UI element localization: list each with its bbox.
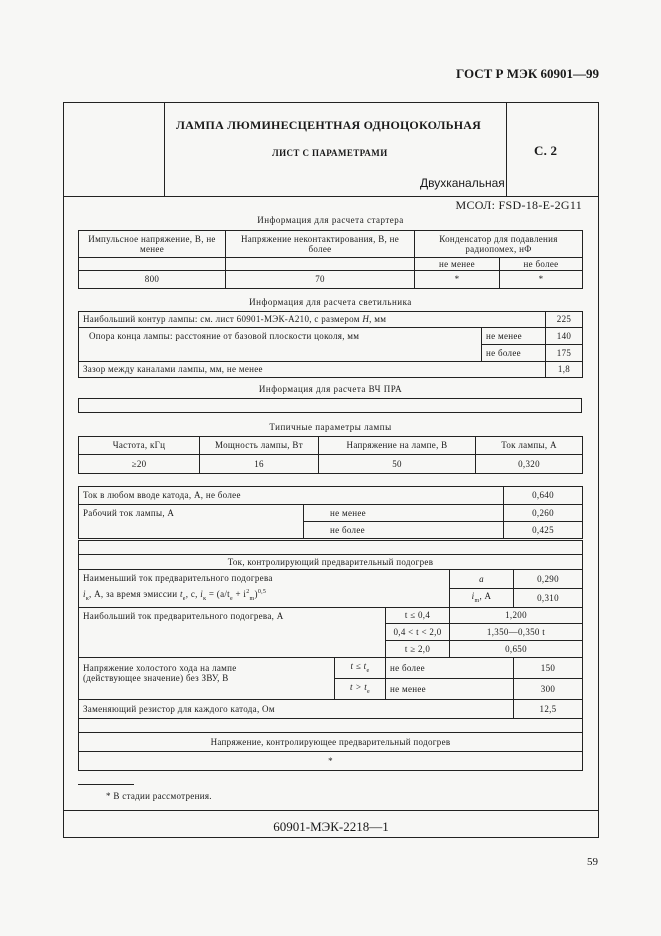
footer-top-line	[64, 810, 598, 811]
footnote-rule	[78, 784, 134, 785]
typical-current-header: Ток лампы, А	[476, 437, 583, 455]
preheat-caption: Ток, контролирующий предварительный подогрев	[79, 555, 583, 570]
starter-col-pulse-voltage: Импульсное напряжение, В, не менее	[79, 231, 226, 258]
lamp-designation: МСОЛ: FSD-18-E-2G11	[455, 198, 582, 212]
preheat-t3-condition: t ≥ 2,0	[386, 641, 450, 658]
luminaire-contour-label: Наибольший контур лампы: см. лист 60901-МЭК-А210, с размером H, мм	[79, 312, 546, 328]
preheat-im-value: 0,310	[514, 589, 583, 608]
typical-power-value: 16	[200, 455, 319, 474]
typical-voltage-value: 50	[319, 455, 476, 474]
starter-capacitor-min-value: *	[415, 271, 500, 289]
typical-voltage-header: Напряжение на лампе, В	[319, 437, 476, 455]
luminaire-table	[78, 311, 583, 378]
operating-current-max-label: не более	[304, 522, 504, 539]
starter-capacitor-min-header: не менее	[415, 258, 500, 271]
starter-pulse-voltage-value: 800	[79, 271, 226, 289]
header-divider-right	[506, 103, 507, 196]
preheat-min-formula: $i_к$, А, за время эмиссии $t_e$, с, $i_к = (a/t_e + i^2_m)^{0,5}$	[83, 589, 267, 603]
open-circuit-voltage-label: Напряжение холостого хода на лампе (действующее значение) без ЗВУ, В	[79, 658, 335, 700]
open-circuit-min-label: не менее	[386, 679, 514, 700]
luminaire-gap-label: Зазор между каналами лампы, мм, не менее	[79, 362, 546, 378]
starter-col-no-contact-voltage: Напряжение неконтактирования, В, не более	[226, 231, 415, 258]
open-circuit-condition-2: $t > t_e$	[335, 679, 386, 700]
typical-frequency-header: Частота, кГц	[79, 437, 200, 455]
starter-caption: Информация для расчета стартера	[257, 215, 404, 225]
preheat-table	[78, 540, 583, 771]
luminaire-support-max-value: 175	[546, 345, 583, 362]
starter-capacitor-max-value: *	[500, 271, 583, 289]
preheat-t2-value: 1,350—0,350 t	[450, 624, 583, 641]
current-table	[78, 486, 583, 539]
typical-table	[78, 436, 583, 474]
cathode-current-value: 0,640	[504, 487, 583, 505]
resistor-label: Заменяющий резистор для каждого катода, Ом	[79, 700, 514, 719]
preheat-im-label: $i_m$, А	[450, 589, 514, 608]
typical-current-value: 0,320	[476, 455, 583, 474]
preheat-a-label: a	[450, 570, 514, 589]
lamp-title: ЛАМПА ЛЮМИНЕСЦЕНТНАЯ ОДНОЦОКОЛЬНАЯ	[176, 118, 482, 132]
starter-table	[78, 230, 583, 289]
operating-current-min-label: не менее	[304, 505, 504, 522]
preheat-max-label: Наибольший ток предварительного подогрева, А	[79, 608, 386, 658]
operating-current-max-value: 0,425	[504, 522, 583, 539]
starter-no-contact-voltage-value: 70	[226, 271, 415, 289]
typical-power-header: Мощность лампы, Вт	[200, 437, 319, 455]
preheat-t3-value: 0,650	[450, 641, 583, 658]
typical-frequency-value: ≥20	[79, 455, 200, 474]
starter-capacitor-max-header: не более	[500, 258, 583, 271]
standard-number: ГОСТ Р МЭК 60901—99	[456, 66, 599, 81]
open-circuit-condition-1: $t \le t_e$	[335, 658, 386, 679]
cathode-current-label: Ток в любом вводе катода, А, не более	[79, 487, 504, 505]
hf-caption: Информация для расчета ВЧ ПРА	[258, 384, 403, 394]
page-number: 59	[587, 856, 598, 868]
variant-label: Двухканальная	[420, 176, 505, 190]
operating-current-min-value: 0,260	[504, 505, 583, 522]
sheet-subtitle: ЛИСТ С ПАРАМЕТРАМИ	[272, 148, 388, 158]
header-divider-left	[164, 103, 165, 196]
resistor-value: 12,5	[514, 700, 583, 719]
header-bottom-line	[64, 196, 598, 197]
preheat-t1-value: 1,200	[450, 608, 583, 624]
sheet-code: 60901-МЭК-2218—1	[273, 819, 389, 834]
starter-col-capacitor: Конденсатор для подавления радиопомех, нФ	[415, 231, 583, 258]
hf-empty-box	[78, 398, 582, 413]
preheat-a-value: 0,290	[514, 570, 583, 589]
preheat-t2-condition: 0,4 < t < 2,0	[386, 624, 450, 641]
luminaire-support-min-label: не менее	[482, 328, 546, 345]
luminaire-support-min-value: 140	[546, 328, 583, 345]
voltage-caption: Напряжение, контролирующее предварительный подогрев	[79, 733, 583, 752]
open-circuit-max-label: не более	[386, 658, 514, 679]
typical-caption: Типичные параметры лампы	[269, 422, 392, 432]
luminaire-support-max-label: не более	[482, 345, 546, 362]
luminaire-caption: Информация для расчета светильника	[249, 297, 412, 307]
luminaire-gap-value: 1,8	[546, 362, 583, 378]
open-circuit-min-value: 300	[514, 679, 583, 700]
preheat-min-label: Наименьший ток предварительного подогрева $i_к$, А, за время эмиссии $t_e$, с, $i_к = (a/t_e + i^2_m)^{0,5}$	[79, 570, 450, 608]
sheet-number: С. 2	[534, 143, 558, 158]
luminaire-support-label: Опора конца лампы: расстояние от базовой плоскости цоколя, мм	[79, 328, 482, 362]
footnote: * В стадии рассмотрения.	[106, 791, 212, 801]
operating-current-label: Рабочий ток лампы, А	[79, 505, 304, 539]
voltage-value: *	[79, 752, 583, 771]
preheat-t1-condition: t ≤ 0,4	[386, 608, 450, 624]
open-circuit-max-value: 150	[514, 658, 583, 679]
luminaire-contour-value: 225	[546, 312, 583, 328]
